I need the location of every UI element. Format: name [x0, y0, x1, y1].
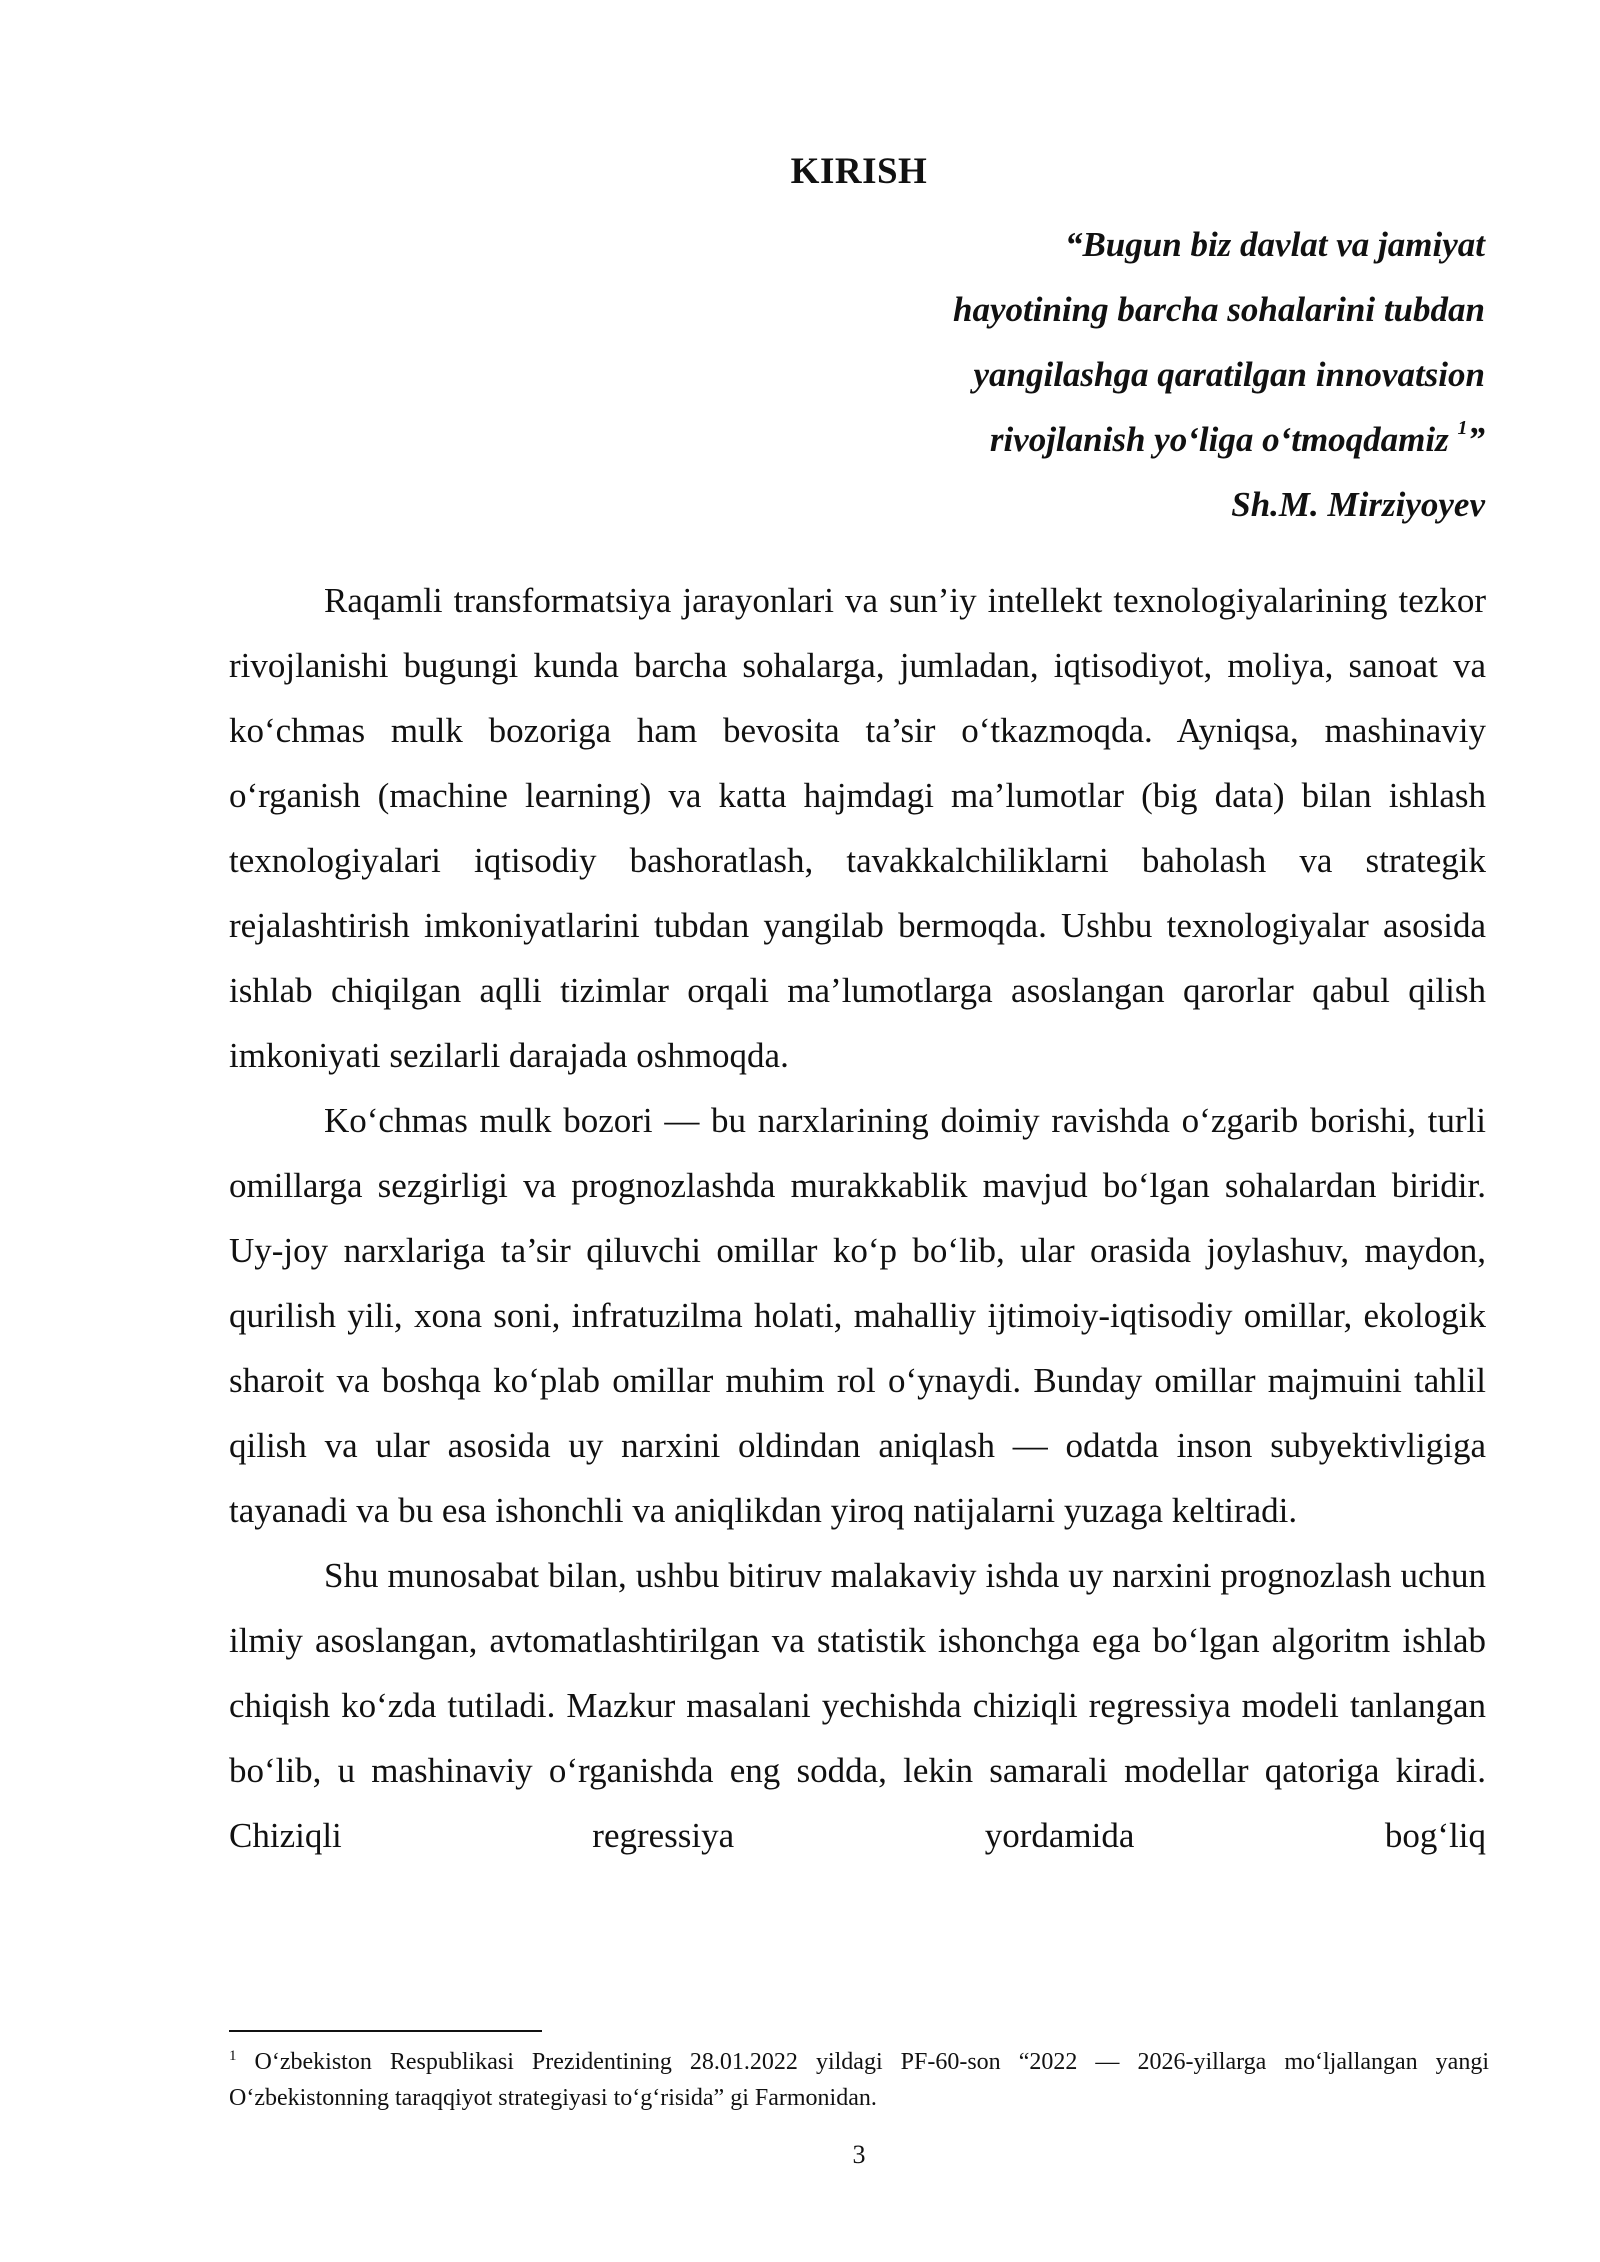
epigraph-line: rivojlanish yo‘liga o‘tmoqdamiz — [989, 420, 1449, 459]
epigraph-author: Sh.M. Mirziyoyev — [1231, 485, 1485, 524]
epigraph-line: yangilashga qaratilgan innovatsion — [973, 355, 1485, 394]
footnote — [229, 2044, 1489, 2116]
epigraph-last-line — [725, 407, 1485, 472]
closing-quote: ” — [1467, 420, 1485, 459]
paragraph: Ko‘chmas mulk bozori — bu narxlarining doimiy ravishda o‘zgarib borishi, turli omillarga sezgirligi va prognozlashda murakkablik mavjud bo‘lgan sohalardan biridir. Uy-joy narxlariga ta’sir qiluvchi omillar ko‘p bo‘lib, ular orasida joylashuv, maydon, qurilish yili, xona soni, infratuzilma holati, mahalliy ijtimoiy-iqtisodiy omillar, ekologik sharoit va boshqa ko‘plab omillar muhim rol o‘ynaydi. Bunday omillar majmuini tahlil qilish va ular asosida uy narxini oldindan aniqlash — odatda inson subyektivligiga tayanadi va bu esa ishonchli va aniqlikdan yiroq natijalarni yuzaga keltiradi. — [229, 1101, 1486, 1530]
footnote-text: O‘zbekiston Respublikasi Prezidentining 28.01.2022 yildagi PF-60-son “2022 — 2026-yillarga mo‘ljallangan yangi O‘zbekistonning taraqqiyot strategiyasi to‘g‘risida” gi Farmonidan. — [229, 2049, 1489, 2111]
page-number: 3 — [852, 2140, 866, 2169]
epigraph — [725, 212, 1485, 537]
section-heading: KIRISH — [790, 151, 928, 192]
paragraph: Shu munosabat bilan, ushbu bitiruv malakaviy ishda uy narxini prognozlash uchun ilmiy asoslangan, avtomatlashtirilgan va statistik ishonchga ega bo‘lgan algoritm ishlab chiqish ko‘zda tutiladi. Mazkur masalani yechishda chiziqli regressiya modeli tanlangan bo‘lib, u mashinaviy o‘rganishda eng sodda, lekin samarali modellar qatoriga kiradi. Chiziqli regressiya yordamida bog‘liq — [229, 1556, 1486, 1855]
body-text — [229, 568, 1486, 1868]
footnote-reference[interactable]: 1 — [1457, 417, 1468, 440]
footnote-number: 1 — [229, 2048, 237, 2064]
epigraph-line: “Bugun biz davlat va jamiyat — [1064, 225, 1485, 264]
footnote-separator — [229, 2030, 542, 2032]
paragraph: Raqamli transformatsiya jarayonlari va sun’iy intellekt texnologiyalarining tezkor rivojlanishi bugungi kunda barcha sohalarga, jumladan, iqtisodiyot, moliya, sanoat va ko‘chmas mulk bozoriga ham bevosita ta’sir o‘tkazmoqda. Ayniqsa, mashinaviy o‘rganish (machine learning) va katta hajmdagi ma’lumotlar (big data) bilan ishlash texnologiyalari iqtisodiy bashoratlash, tavakkalchiliklarni baholash va strategik rejalashtirish imkoniyatlarini tubdan yangilab bermoqda. Ushbu texnologiyalar asosida ishlab chiqilgan aqlli tizimlar orqali ma’lumotlarga asoslangan qarorlar qabul qilish imkoniyati sezilarli darajada oshmoqda. — [229, 581, 1486, 1075]
epigraph-line: hayotining barcha sohalarini tubdan — [953, 290, 1485, 329]
